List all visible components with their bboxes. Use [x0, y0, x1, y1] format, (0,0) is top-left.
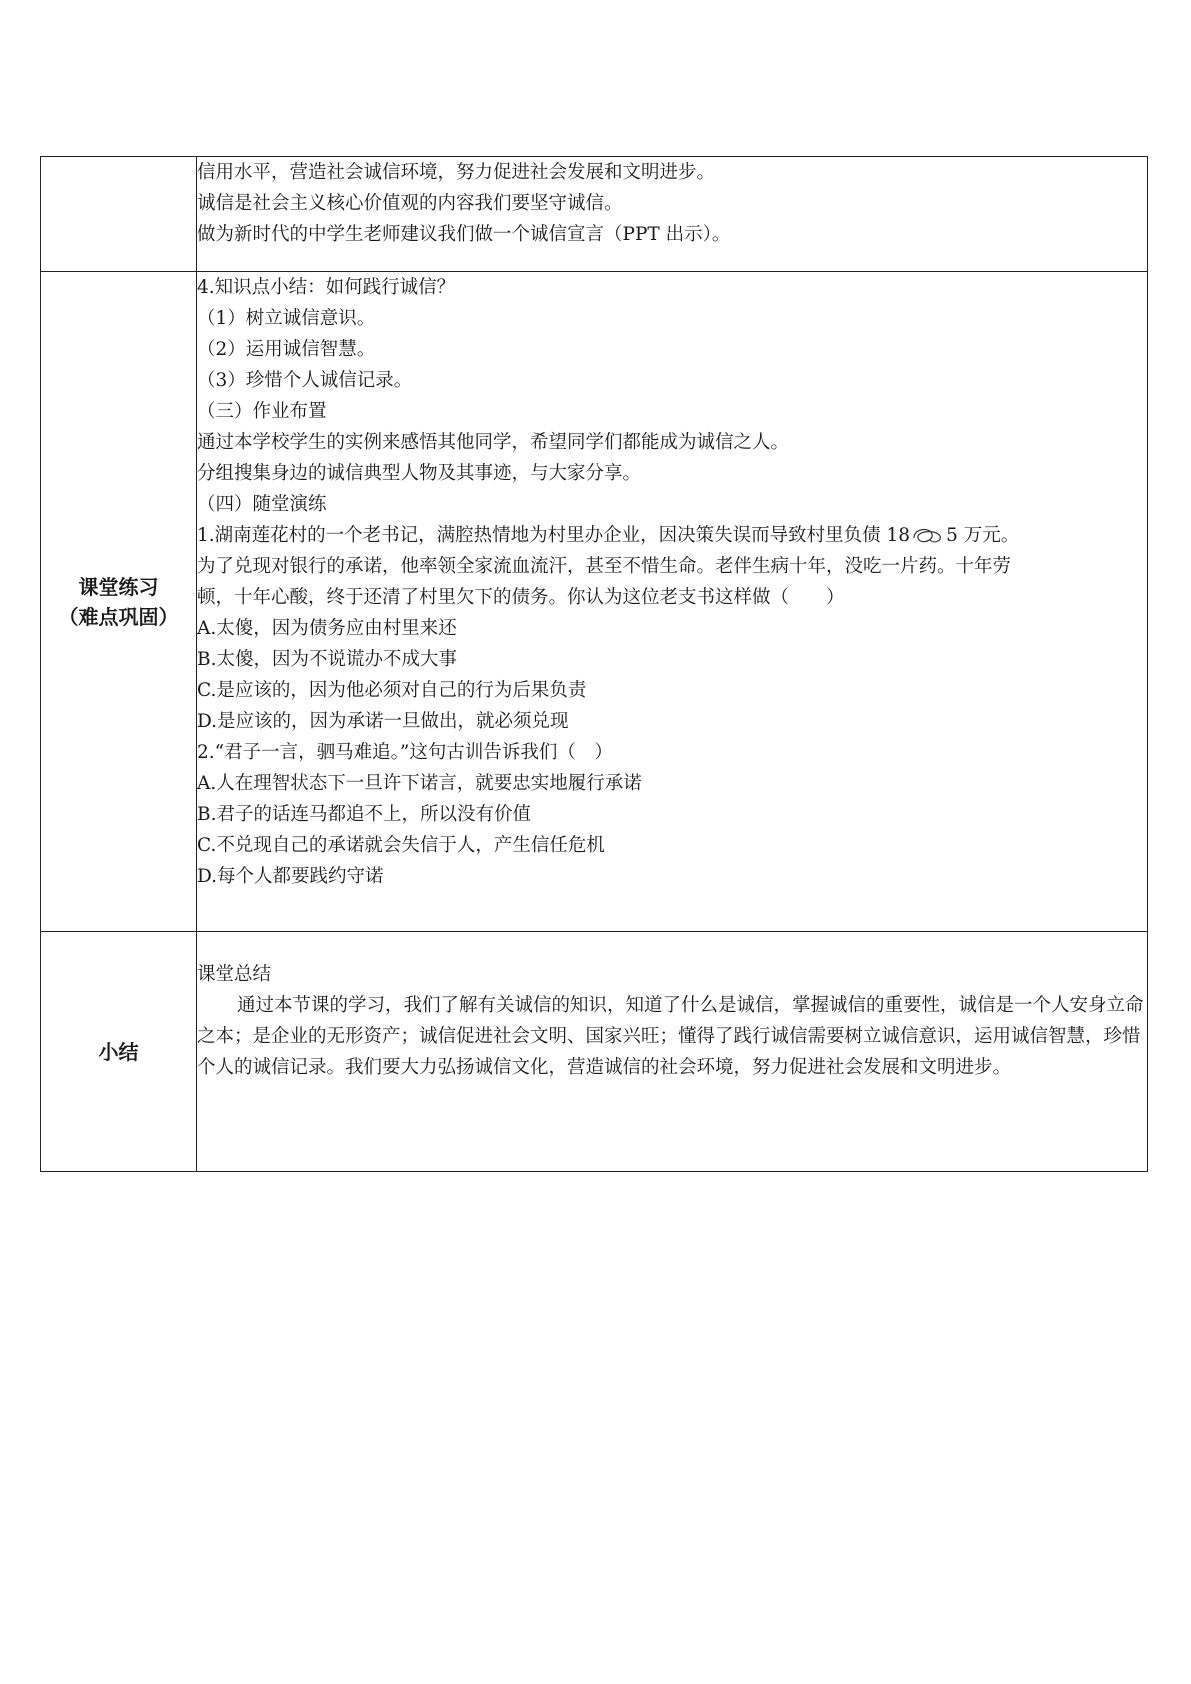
row-label-empty	[41, 157, 197, 272]
row-label-practice	[41, 272, 197, 932]
q1-text-before: 1.湖南莲花村的一个老书记，满腔热情地为村里办企业，因决策失误而导致村里负债 18	[197, 525, 911, 546]
text-line: （三）作业布置	[197, 401, 327, 422]
option-line: D.是应该的，因为承诺一旦做出，就必须兑现	[197, 711, 569, 732]
text-line: 做为新时代的中学生老师建议我们做一个诚信宣言（PPT 出示）。	[197, 224, 731, 245]
text-line: 通过本学校学生的实例来感悟其他同学，希望同学们都能成为诚信之人。	[197, 432, 790, 453]
option-line: C.不兑现自己的承诺就会失信于人，产生信任危机	[197, 835, 605, 856]
label-sub: （难点巩固）	[58, 604, 179, 629]
label-main: 小结	[98, 1039, 139, 1064]
option-line: A.人在理智状态下一旦许下诺言，就要忠实地履行承诺	[197, 773, 642, 794]
lesson-table	[40, 156, 1148, 1172]
row-label-summary	[41, 932, 197, 1172]
option-line: C.是应该的，因为他必须对自己的行为后果负责	[197, 680, 587, 701]
table-row	[41, 932, 1148, 1172]
text-line: （3）珍惜个人诚信记录。	[197, 370, 413, 391]
row-content	[197, 157, 1148, 272]
handwritten-scribble-icon	[910, 526, 946, 546]
text-line: 4.知识点小结：如何践行诚信？	[197, 277, 456, 298]
text-line: 信用水平，营造社会诚信环境，努力促进社会发展和文明进步。	[197, 162, 716, 183]
row-content	[197, 932, 1148, 1172]
text-line: （1）树立诚信意识。	[197, 308, 376, 329]
option-line: B.君子的话连马都追不上，所以没有价值	[197, 804, 531, 825]
text-line: （四）随堂演练	[197, 494, 327, 515]
label-main: 课堂练习	[78, 574, 159, 599]
table-row	[41, 272, 1148, 932]
table-row	[41, 157, 1148, 272]
summary-paragraph: 通过本节课的学习，我们了解有关诚信的知识，知道了什么是诚信，掌握诚信的重要性，诚信是一个人安身立命之本；是企业的无形资产；诚信促进社会文明、国家兴旺；懂得了践行诚信需要树立诚信意识，运用诚信智慧，珍惜个人的诚信记录。我们要大力弘扬诚信文化，营造诚信的社会环境，努力促进社会发展和文明进步。	[197, 995, 1144, 1078]
text-line: 分组搜集身边的诚信典型人物及其事迹，与大家分享。	[197, 463, 642, 484]
question-1-line	[197, 520, 1147, 551]
text-line: 顿，十年心酸，终于还清了村里欠下的债务。你认为这位老支书这样做（ ）	[197, 587, 845, 608]
question-2-line: 2.“君子一言，驷马难追。”这句古训告诉我们（ ）	[197, 742, 613, 763]
text-line: （2）运用诚信智慧。	[197, 339, 376, 360]
text-line: 为了兑现对银行的承诺，他率领全家流血流汗，甚至不惜生命。老伴生病十年，没吃一片药。十年劳	[197, 556, 1012, 577]
summary-heading: 课堂总结	[197, 964, 272, 985]
q1-text-after: 5 万元。	[946, 525, 1020, 546]
row-content	[197, 272, 1148, 932]
text-line: 诚信是社会主义核心价值观的内容我们要坚守诚信。	[197, 193, 623, 214]
option-line: B.太傻，因为不说谎办不成大事	[197, 649, 457, 670]
option-line: A.太傻，因为债务应由村里来还	[197, 618, 457, 639]
option-line: D.每个人都要践约守诺	[197, 866, 384, 887]
